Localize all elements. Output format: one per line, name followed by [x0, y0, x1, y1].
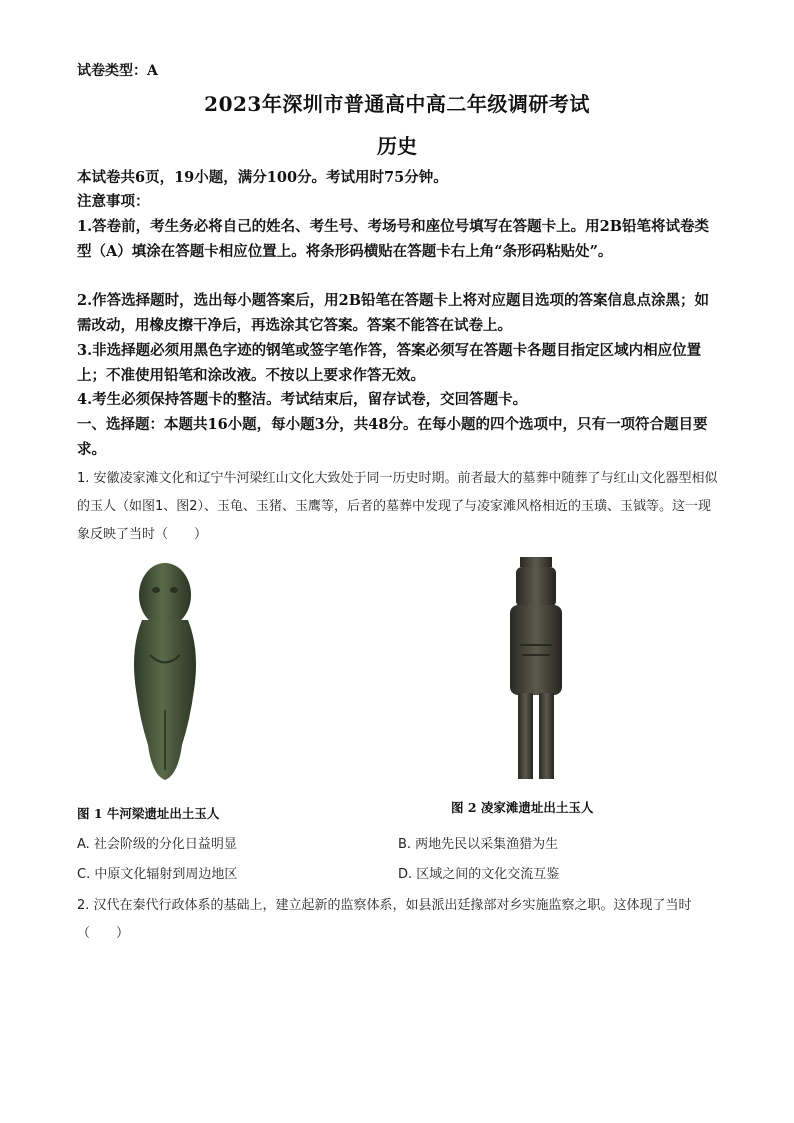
exam-intro: 本试卷共6页，19小题，满分100分。考试用时75分钟。: [77, 169, 448, 186]
q1-option-c[interactable]: C. 中原文化辐射到周边地区: [77, 867, 238, 882]
figure-2-caption: 图 2 凌家滩遗址出土玉人: [451, 800, 594, 815]
notice-item-1: 1.答卷前，考生务必将自己的姓名、考生号、考场号和座位号填写在答题卡上。用2B铅笔将试卷类型（A）填涂在答题卡相应位置上。将条形码横贴在答题卡右上角“条形码粘贴处”。: [77, 218, 709, 260]
notice-heading: 注意事项：: [77, 193, 150, 210]
notice-item-4: 4.考生必须保持答题卡的整洁。考试结束后，留存试卷，交回答题卡。: [77, 391, 528, 408]
q1-option-b[interactable]: B. 两地先民以采集渔猎为生: [398, 837, 559, 852]
q1-option-a[interactable]: A. 社会阶级的分化日益明显: [77, 837, 237, 852]
exam-title: 2023年深圳市普通高中高二年级调研考试: [204, 92, 590, 116]
notice-item-2: 2.作答选择题时，选出每小题答案后，用2B铅笔在答题卡上将对应题目选项的答案信息点涂黑；如需改动，用橡皮擦干净后，再选涂其它答案。答案不能答在试卷上。: [77, 292, 709, 334]
section-heading: 一、选择题：本题共16小题，每小题3分，共48分。在每小题的四个选项中，只有一项符合题目要求。: [77, 416, 708, 458]
question-2-stem: 2. 汉代在秦代行政体系的基础上，建立起新的监察体系，如县派出廷掾部对乡实施监察之职。这体现了当时（ ）: [77, 898, 692, 941]
notice-item-3: 3.非选择题必须用黑色字迹的钢笔或签字笔作答，答案必须写在答题卡各题目指定区域内相应位置上；不准使用铅笔和涂改液。不按以上要求作答无效。: [77, 342, 702, 384]
subject-title: 历史: [377, 134, 417, 158]
figure-1-caption: 图 1 牛河梁遗址出土玉人: [77, 806, 220, 821]
question-1-stem: 1. 安徽凌家滩文化和辽宁牛河梁红山文化大致处于同一历史时期。前者最大的墓葬中随葬了与红山文化器型相似的玉人（如图1、图2）、玉龟、玉猪、玉鹰等，后者的墓葬中发现了与凌家滩风格相近的玉璜、玉钺等。这一现象反映了当时（ ）: [77, 471, 718, 542]
paper-type-label: 试卷类型：A: [77, 63, 158, 79]
jade-figure-2-image: [500, 555, 572, 783]
q1-option-d[interactable]: D. 区域之间的文化交流互鉴: [398, 867, 560, 882]
jade-figure-1-image: [120, 560, 210, 785]
